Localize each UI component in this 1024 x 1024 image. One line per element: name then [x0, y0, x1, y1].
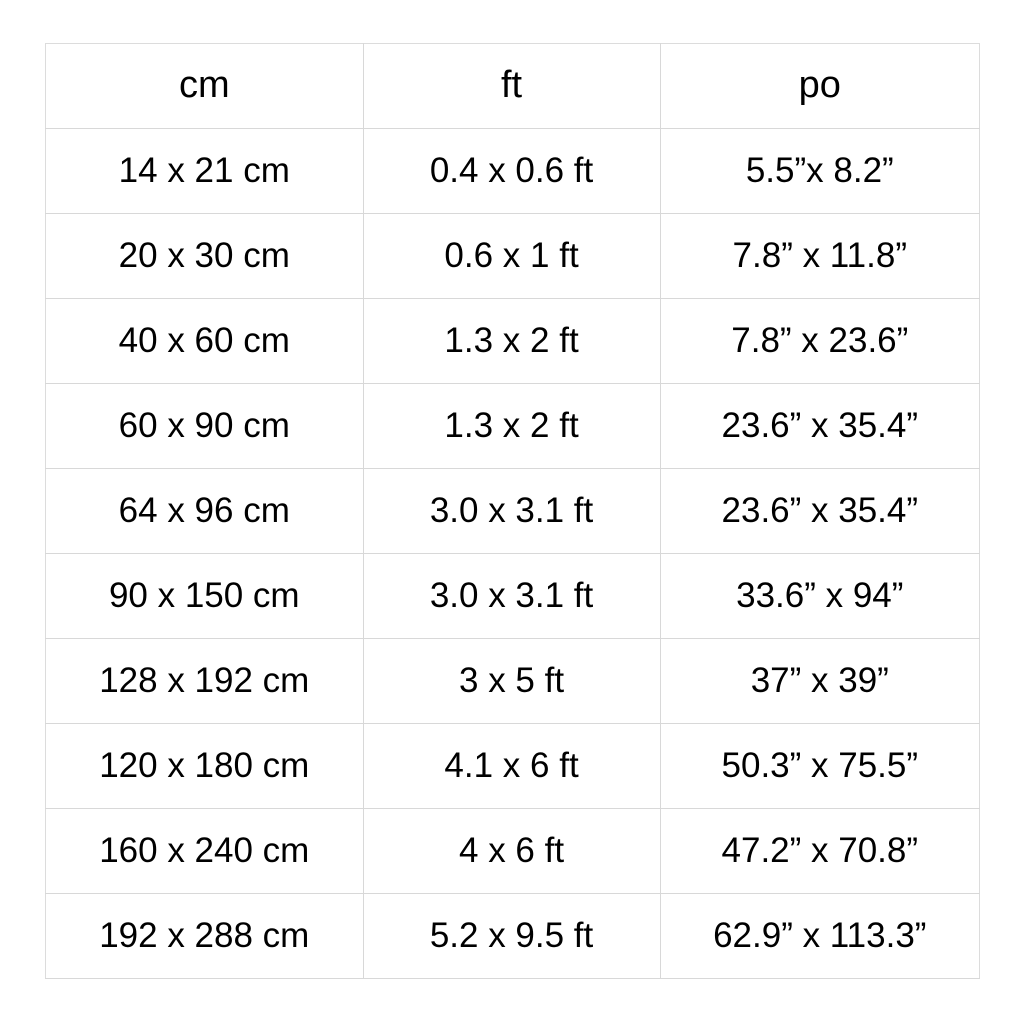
- cell-ft: 0.4 x 0.6 ft: [363, 129, 660, 214]
- cell-cm: 40 x 60 cm: [46, 299, 364, 384]
- table-row: [46, 299, 980, 384]
- cell-ft: 1.3 x 2 ft: [363, 384, 660, 469]
- cell-ft: 3.0 x 3.1 ft: [363, 469, 660, 554]
- cell-ft: 1.3 x 2 ft: [363, 299, 660, 384]
- cell-po: 47.2” x 70.8”: [660, 809, 979, 894]
- table-row: [46, 384, 980, 469]
- table-row: [46, 554, 980, 639]
- table-header-row: [46, 44, 980, 129]
- table-row: [46, 894, 980, 979]
- cell-cm: 128 x 192 cm: [46, 639, 364, 724]
- column-header-cm: cm: [46, 44, 364, 129]
- cell-po: 33.6” x 94”: [660, 554, 979, 639]
- cell-cm: 120 x 180 cm: [46, 724, 364, 809]
- size-conversion-table-container: [45, 43, 980, 974]
- cell-ft: 4 x 6 ft: [363, 809, 660, 894]
- cell-ft: 0.6 x 1 ft: [363, 214, 660, 299]
- cell-po: 23.6” x 35.4”: [660, 384, 979, 469]
- column-header-ft: ft: [363, 44, 660, 129]
- cell-ft: 3 x 5 ft: [363, 639, 660, 724]
- cell-cm: 192 x 288 cm: [46, 894, 364, 979]
- cell-ft: 3.0 x 3.1 ft: [363, 554, 660, 639]
- cell-po: 62.9” x 113.3”: [660, 894, 979, 979]
- cell-cm: 90 x 150 cm: [46, 554, 364, 639]
- cell-po: 7.8” x 23.6”: [660, 299, 979, 384]
- cell-po: 7.8” x 11.8”: [660, 214, 979, 299]
- cell-cm: 14 x 21 cm: [46, 129, 364, 214]
- cell-po: 23.6” x 35.4”: [660, 469, 979, 554]
- table-row: [46, 809, 980, 894]
- table-body: [46, 129, 980, 979]
- cell-ft: 4.1 x 6 ft: [363, 724, 660, 809]
- size-conversion-table: [45, 43, 980, 979]
- cell-cm: 160 x 240 cm: [46, 809, 364, 894]
- cell-po: 5.5”x 8.2”: [660, 129, 979, 214]
- cell-cm: 60 x 90 cm: [46, 384, 364, 469]
- column-header-po: po: [660, 44, 979, 129]
- table-row: [46, 639, 980, 724]
- table-row: [46, 129, 980, 214]
- table-row: [46, 214, 980, 299]
- cell-cm: 64 x 96 cm: [46, 469, 364, 554]
- table-header: [46, 44, 980, 129]
- cell-ft: 5.2 x 9.5 ft: [363, 894, 660, 979]
- cell-po: 50.3” x 75.5”: [660, 724, 979, 809]
- table-row: [46, 469, 980, 554]
- table-row: [46, 724, 980, 809]
- cell-cm: 20 x 30 cm: [46, 214, 364, 299]
- cell-po: 37” x 39”: [660, 639, 979, 724]
